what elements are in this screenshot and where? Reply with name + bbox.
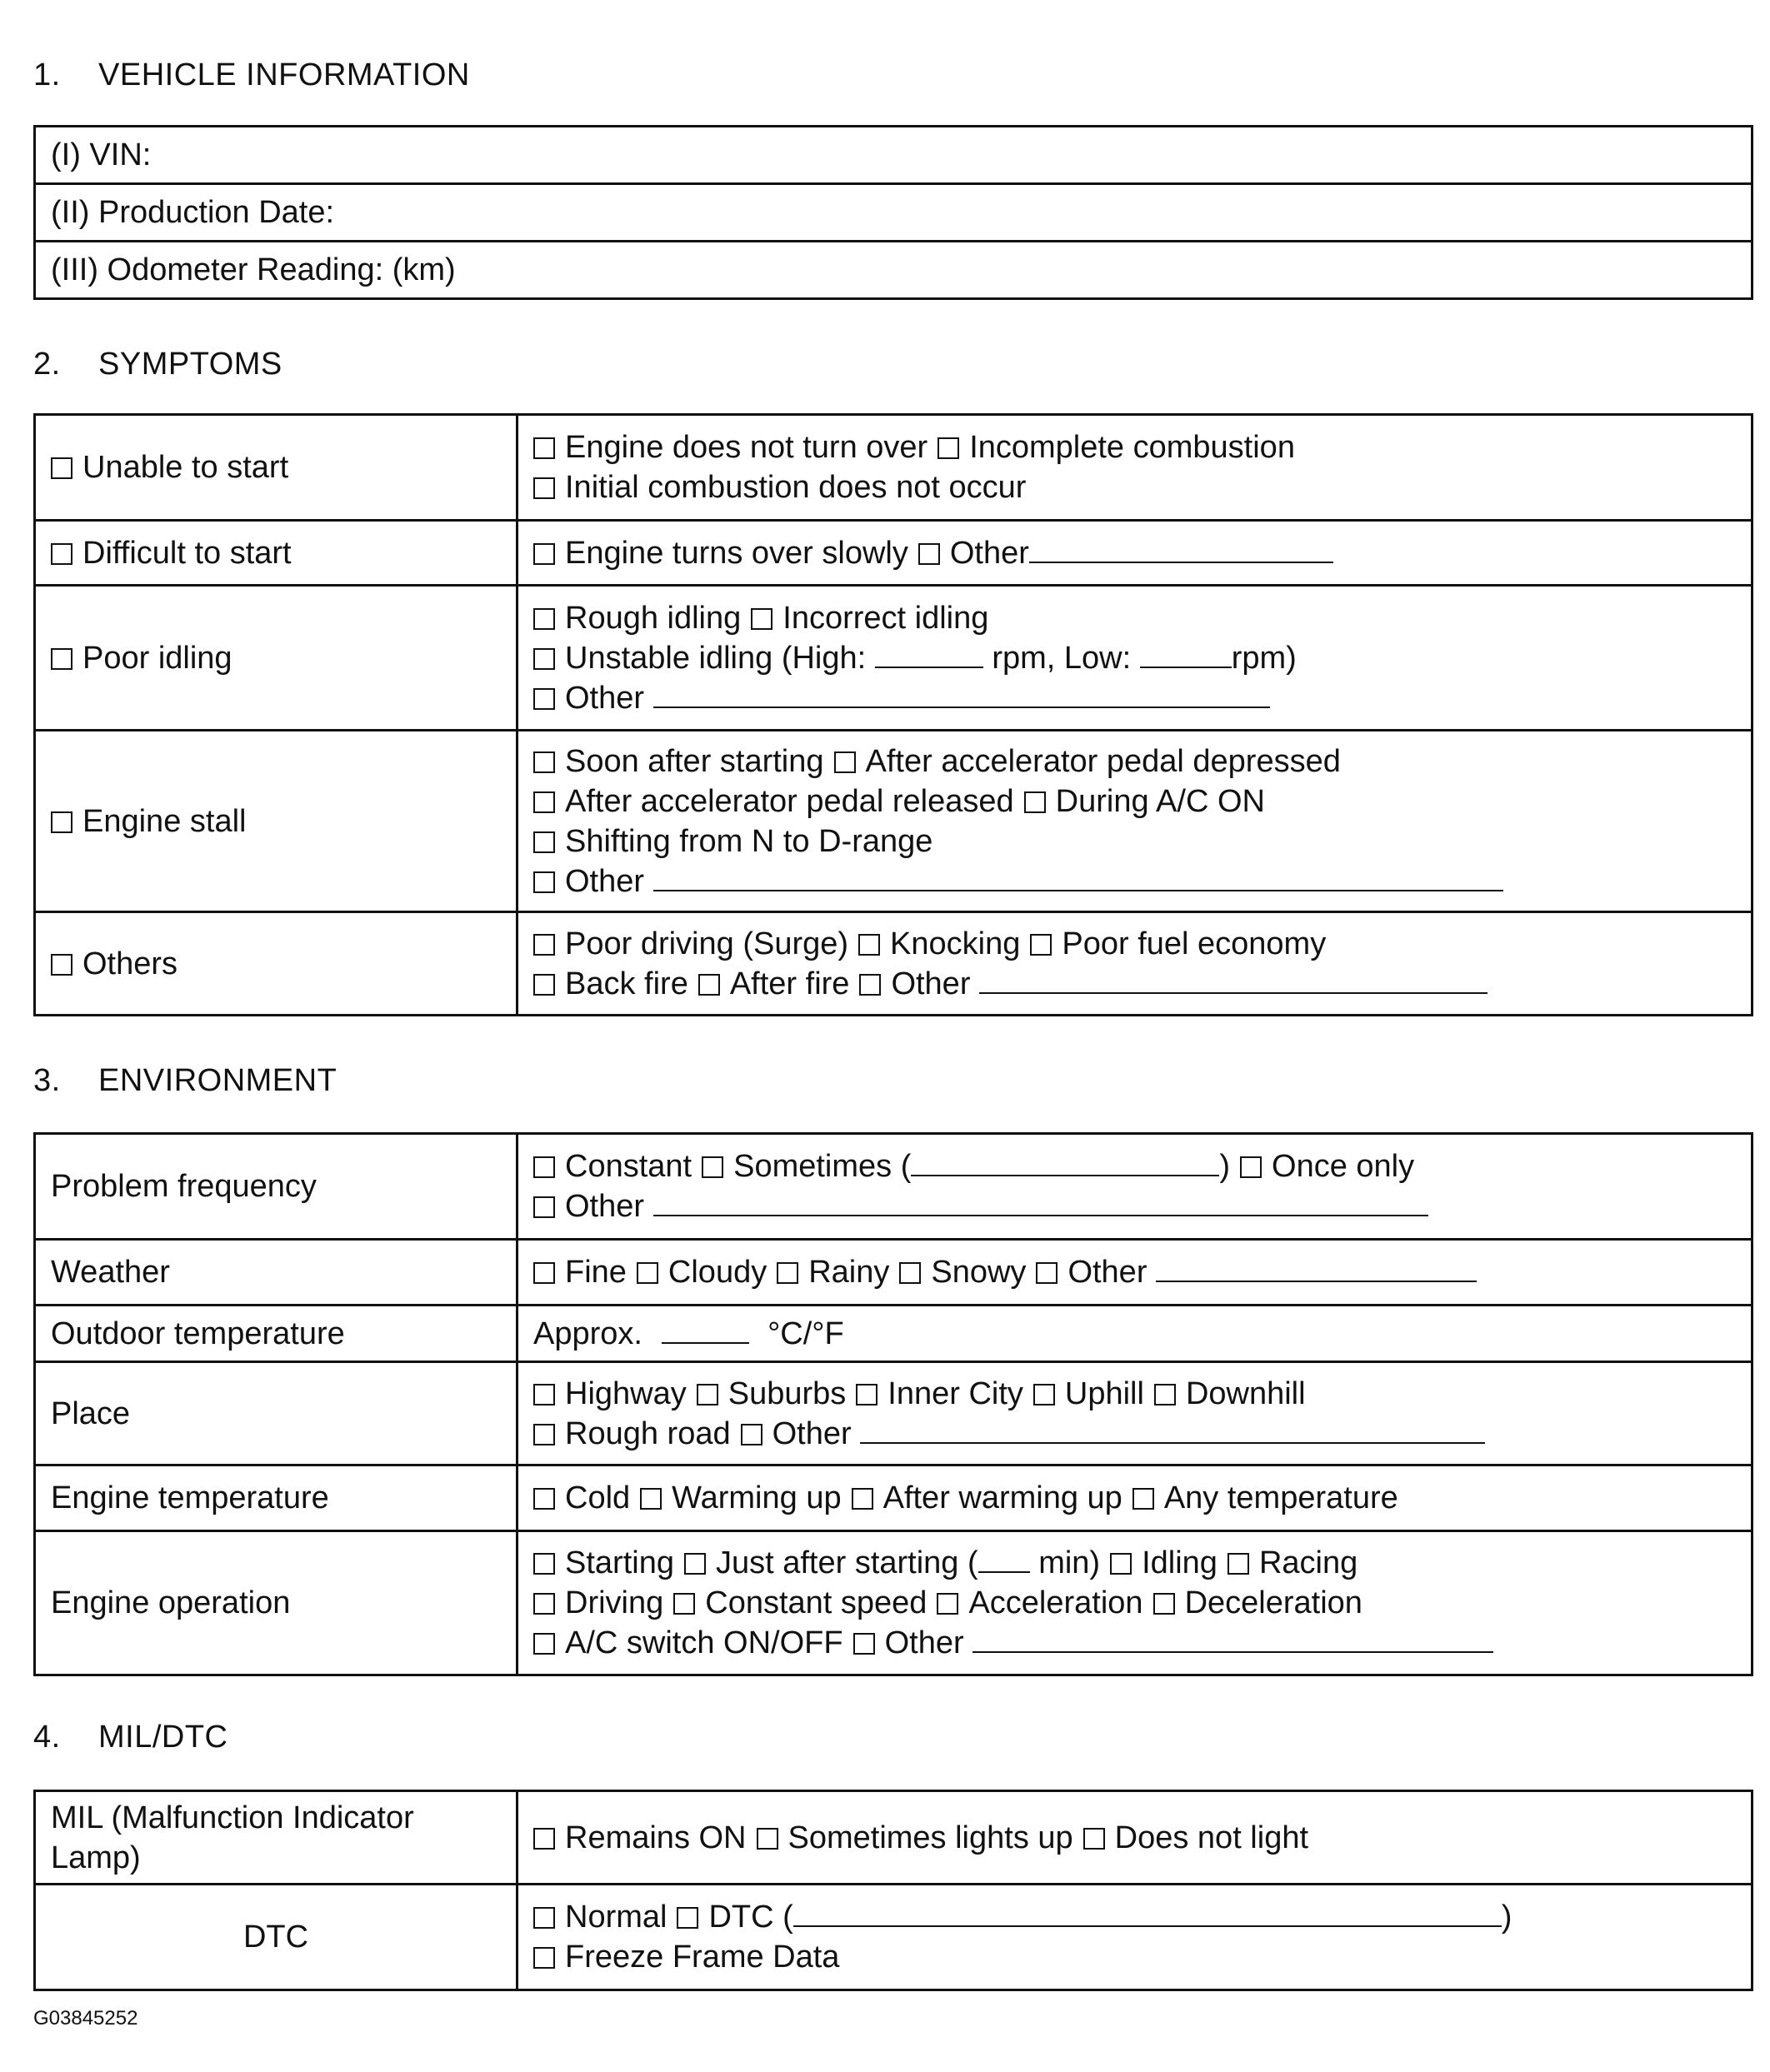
vin-field[interactable]: (I) VIN: [35,127,1752,184]
checkbox[interactable] [51,457,72,479]
blank-line[interactable] [653,678,1270,708]
env-outdoor-temperature: Outdoor temperature [35,1306,518,1362]
symptom-poor-idling: Poor idling [35,586,518,731]
checkbox[interactable] [1153,1593,1175,1615]
checkbox[interactable] [1228,1553,1249,1575]
env-weather: Weather [35,1240,518,1306]
symptom-poor-idling-options: Rough idling Incorrect idling Unstable idling (High: rpm, Low: rpm) Other [518,586,1752,731]
checkbox[interactable] [51,954,72,976]
mil-dtc-table [33,1790,1753,1991]
checkbox[interactable] [51,543,72,565]
checkbox[interactable] [852,1488,873,1510]
checkbox[interactable] [533,1424,555,1445]
production-date-field[interactable]: (II) Production Date: [35,184,1752,242]
checkbox[interactable] [757,1828,778,1850]
section-title-vehicle-information: 1. VEHICLE INFORMATION [33,57,470,92]
checkbox[interactable] [533,974,555,996]
blank-line[interactable] [860,1414,1485,1444]
blank-line[interactable] [653,861,1503,891]
blank-line[interactable] [653,1186,1428,1216]
blank-line[interactable] [662,1314,749,1344]
checkbox[interactable] [533,751,555,773]
checkbox[interactable] [1036,1262,1058,1284]
checkbox[interactable] [698,974,720,996]
blank-line[interactable] [972,1623,1493,1653]
checkbox[interactable] [858,934,880,956]
symptom-unable-to-start: Unable to start [35,415,518,521]
checkbox[interactable] [918,543,940,565]
checkbox[interactable] [533,1156,555,1178]
vehicle-information-table [33,125,1753,300]
mil-lamp-options: Remains ON Sometimes lights up Does not light [518,1791,1752,1885]
checkbox[interactable] [1132,1488,1154,1510]
section-title-environment: 3. ENVIRONMENT [33,1063,338,1098]
env-place: Place [35,1362,518,1465]
symptom-unable-to-start-options: Engine does not turn over Incomplete combustion Initial combustion does not occur [518,415,1752,521]
env-problem-frequency-options: Constant Sometimes ( ) Once only Other [518,1134,1752,1240]
odometer-reading-field[interactable]: (III) Odometer Reading: (km) [35,242,1752,299]
checkbox[interactable] [677,1907,698,1929]
checkbox[interactable] [1024,791,1046,813]
symptom-difficult-to-start-options: Engine turns over slowly Other [518,521,1752,586]
env-engine-temperature: Engine temperature [35,1465,518,1531]
checkbox[interactable] [637,1262,658,1284]
checkbox[interactable] [697,1384,718,1405]
checkbox[interactable] [741,1424,762,1445]
checkbox[interactable] [853,1633,875,1655]
checkbox[interactable] [533,648,555,670]
blank-line[interactable] [978,1543,1030,1573]
blank-line[interactable] [1029,533,1333,563]
checkbox[interactable] [533,688,555,710]
env-place-options: Highway Suburbs Inner City Uphill Downhill Rough road Other [518,1362,1752,1465]
mil-lamp: MIL (Malfunction Indicator Lamp) [35,1791,518,1885]
checkbox[interactable] [533,791,555,813]
checkbox[interactable] [1030,934,1052,956]
checkbox[interactable] [533,1593,555,1615]
symptom-others: Others [35,912,518,1016]
checkbox[interactable] [777,1262,798,1284]
symptom-difficult-to-start: Difficult to start [35,521,518,586]
checkbox[interactable] [640,1488,662,1510]
checkbox[interactable] [533,477,555,499]
checkbox[interactable] [673,1593,695,1615]
symptoms-table [33,413,1753,1016]
symptom-others-options: Poor driving (Surge) Knocking Poor fuel economy Back fire After fire Other [518,912,1752,1016]
figure-id: G03845252 [33,2007,138,2030]
checkbox[interactable] [533,1553,555,1575]
checkbox[interactable] [533,871,555,893]
dtc-options: Normal DTC ( ) Freeze Frame Data [518,1885,1752,1990]
dtc: DTC [35,1885,518,1990]
blank-line[interactable] [875,638,983,668]
blank-line[interactable] [1140,638,1232,668]
env-problem-frequency: Problem frequency [35,1134,518,1240]
section-title-mil-dtc: 4. MIL/DTC [33,1720,228,1755]
env-engine-operation-options: Starting Just after starting ( min) Idling Racing Driving Constant speed Acceleration Deceleration A/C switch ON/OFF Other [518,1531,1752,1675]
checkbox[interactable] [533,1488,555,1510]
checkbox[interactable] [856,1384,878,1405]
checkbox[interactable] [899,1262,921,1284]
env-engine-temperature-options: Cold Warming up After warming up Any temperature [518,1465,1752,1531]
checkbox[interactable] [533,1384,555,1405]
checkbox[interactable] [533,1196,555,1218]
checkbox[interactable] [533,1262,555,1284]
blank-line[interactable] [793,1897,1502,1927]
environment-table [33,1132,1753,1676]
checkbox[interactable] [859,974,881,996]
checkbox[interactable] [751,608,772,630]
section-title-symptoms: 2. SYMPTOMS [33,347,282,382]
blank-line[interactable] [1156,1252,1477,1282]
blank-line[interactable] [911,1146,1219,1176]
checkbox[interactable] [533,437,555,459]
checkbox[interactable] [533,543,555,565]
checkbox[interactable] [533,934,555,956]
checkbox[interactable] [1154,1384,1176,1405]
checkbox[interactable] [51,648,72,670]
checkbox[interactable] [938,437,959,459]
checkbox[interactable] [533,831,555,853]
checkbox[interactable] [1083,1828,1105,1850]
checkbox[interactable] [702,1156,723,1178]
checkbox[interactable] [533,1907,555,1929]
checkbox[interactable] [1110,1553,1132,1575]
checkbox[interactable] [1033,1384,1055,1405]
env-engine-operation: Engine operation [35,1531,518,1675]
env-outdoor-temperature-options: Approx. °C/°F [518,1306,1752,1362]
checkbox[interactable] [1240,1156,1262,1178]
checkbox[interactable] [533,1828,555,1850]
symptom-engine-stall-options: Soon after starting After accelerator pedal depressed After accelerator pedal released During A/C ON Shifting from N to D-range Other [518,731,1752,912]
checkbox[interactable] [533,1633,555,1655]
checkbox[interactable] [533,1947,555,1969]
checkbox[interactable] [684,1553,706,1575]
env-weather-options: Fine Cloudy Rainy Snowy Other [518,1240,1752,1306]
checkbox[interactable] [937,1593,958,1615]
checkbox[interactable] [51,811,72,833]
checkbox[interactable] [834,751,856,773]
checkbox[interactable] [533,608,555,630]
symptom-engine-stall: Engine stall [35,731,518,912]
blank-line[interactable] [979,964,1488,994]
